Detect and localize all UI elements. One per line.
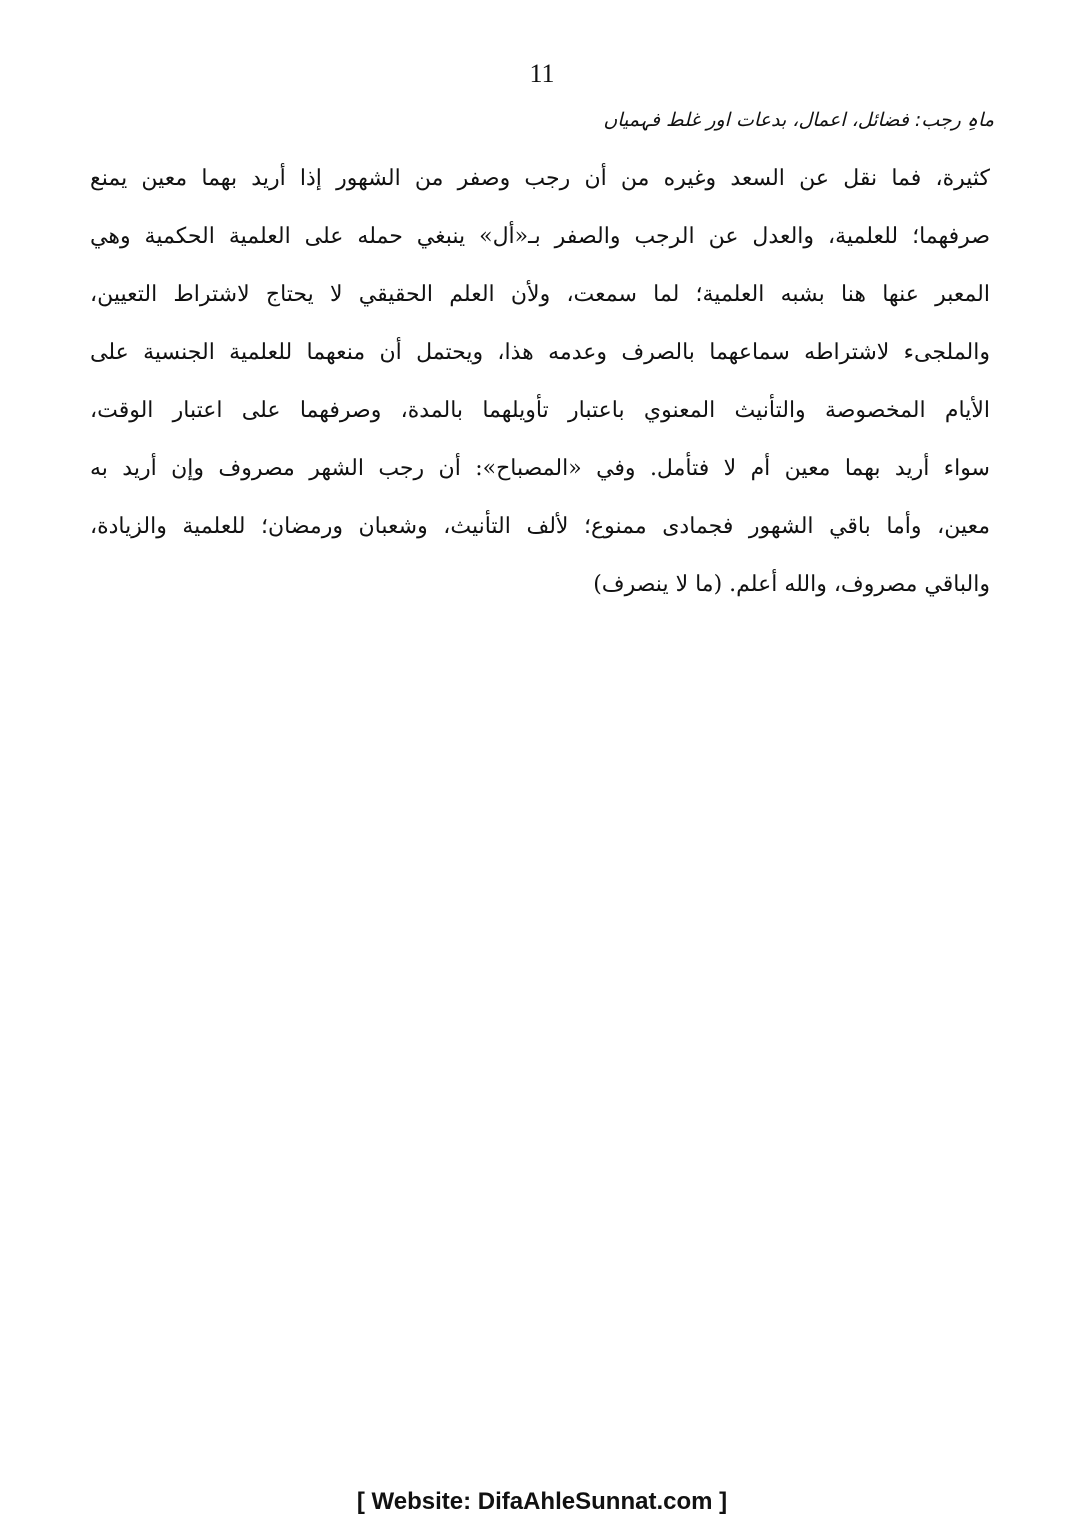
text-line: والباقي مصروف، والله أعلم. (ما لا ينصرف) — [593, 572, 990, 597]
running-header: ماہِ رجب: فضائل، اعمال، بدعات اور غلط فہمیاں — [603, 109, 994, 131]
website-footer: [ Website: DifaAhleSunnat.com ] — [356, 1488, 728, 1515]
text-line: الأيام المخصوصة والتأنيث المعنوي باعتبار تأويلهما بالمدة، وصرفهما على اعتبار الوقت، — [90, 398, 990, 423]
text-line: سواء أريد بهما معين أم لا فتأمل. وفي «المصباح»: أن رجب الشهر مصروف وإن أريد به — [90, 456, 990, 481]
text-line: صرفهما؛ للعلمية، والعدل عن الرجب والصفر بـ«أل» ينبغي حمله على العلمية الحكمية وهي — [90, 224, 990, 249]
body-text — [90, 150, 990, 614]
page-number: 11 — [529, 59, 555, 88]
text-line: معين، وأما باقي الشهور فجمادى ممنوع؛ لألف التأنيث، وشعبان ورمضان؛ للعلمية والزيادة، — [90, 514, 990, 539]
text-line: كثيرة، فما نقل عن السعد وغيره من أن رجب وصفر من الشهور إذا أريد بهما معين يمنع — [90, 166, 990, 191]
text-line: المعبر عنها هنا بشبه العلمية؛ لما سمعت، ولأن العلم الحقيقي لا يحتاج لاشتراط التعيين، — [90, 282, 990, 307]
text-line: والملجىء لاشتراطه سماعهما بالصرف وعدمه هذا، ويحتمل أن منعهما للعلمية الجنسية على — [90, 340, 990, 365]
